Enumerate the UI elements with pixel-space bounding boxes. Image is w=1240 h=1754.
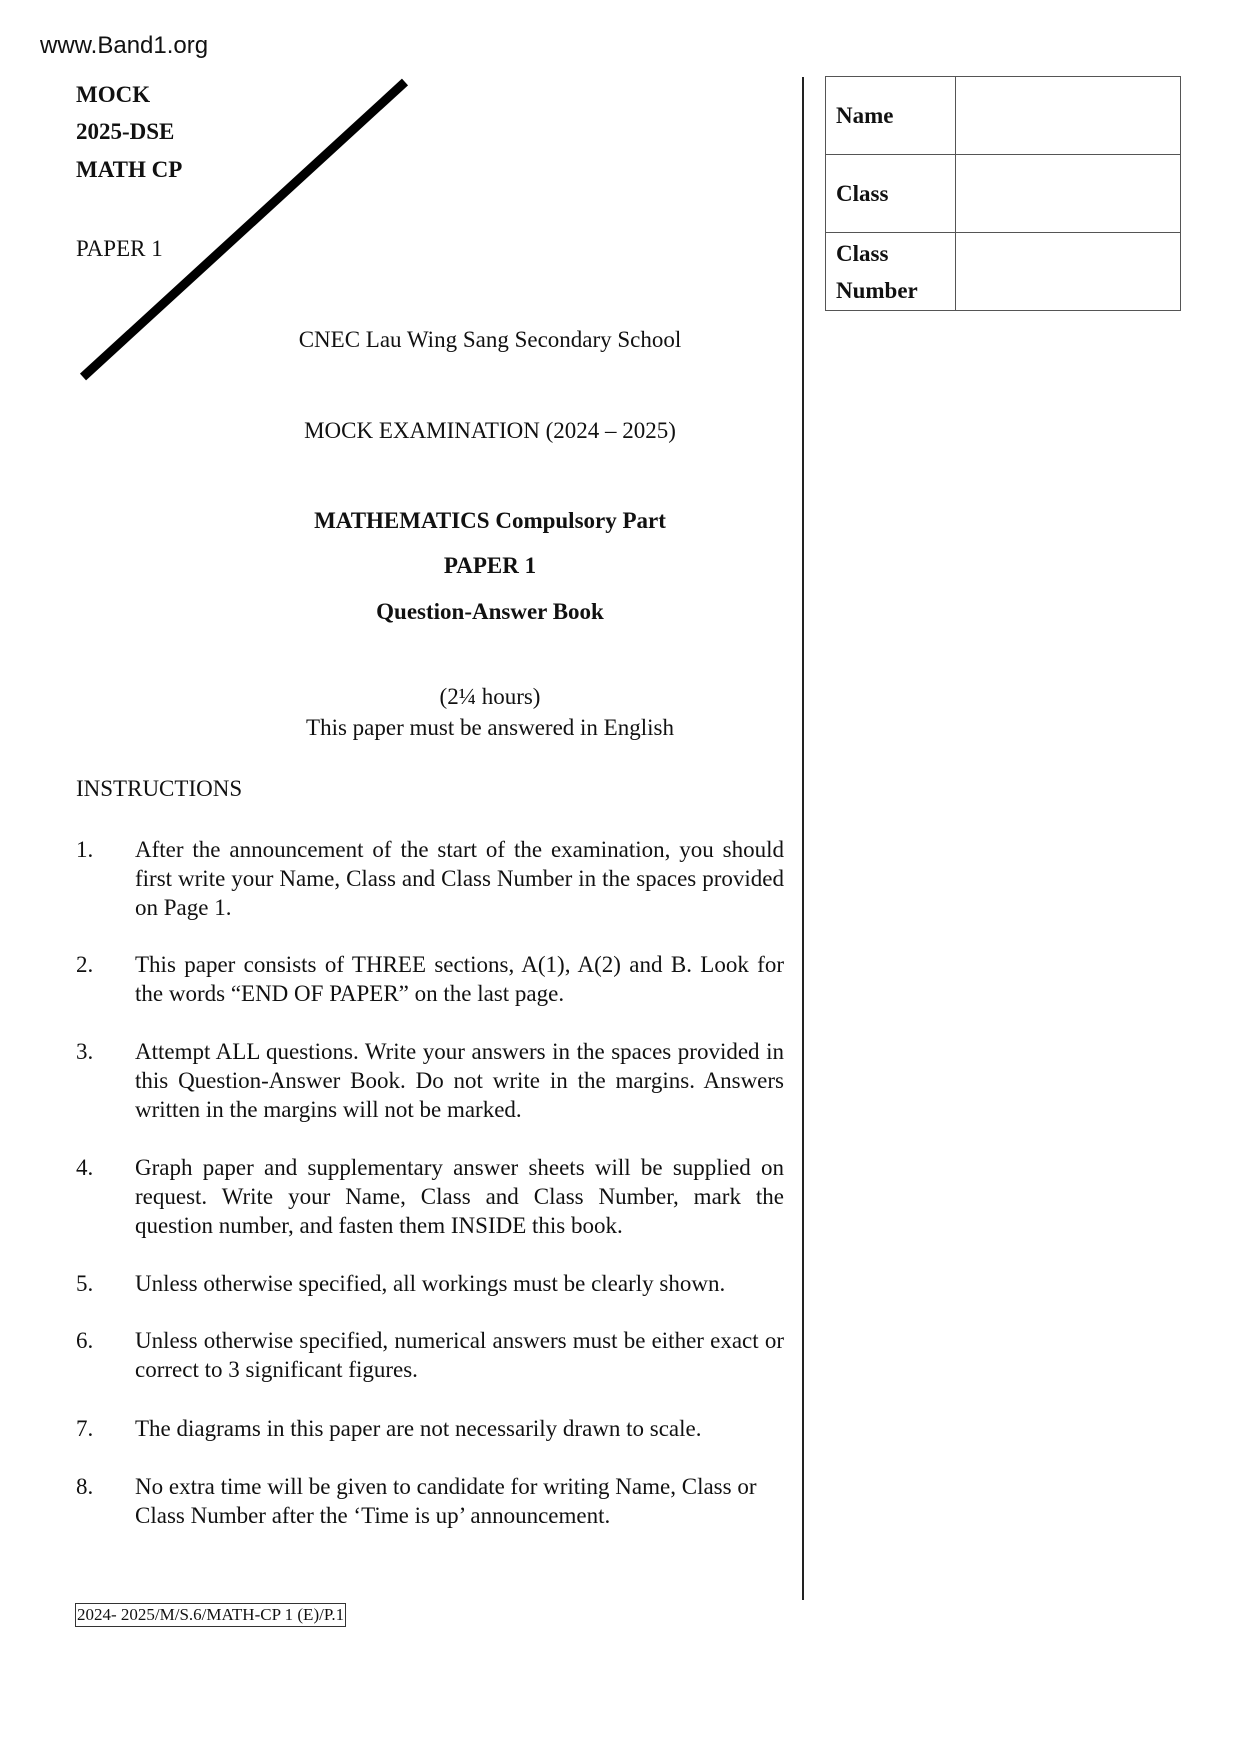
item-text: This paper consists of THREE sections, A(1), A(2) and B. Look for the words “END OF PAPER” on the last page. [135, 952, 784, 1006]
item-text: Unless otherwise specified, numerical answers must be either exact or correct to 3 significant figures. [135, 1328, 784, 1382]
instruction-item [76, 950, 784, 1008]
class-label: Class [826, 155, 956, 233]
item-text: After the announcement of the start of the examination, you should first write your Name, Class and Class Number in the spaces provided on Page 1. [135, 837, 784, 920]
item-number: 6. [76, 1328, 94, 1353]
item-number: 1. [76, 837, 94, 862]
book-title: Question-Answer Book [376, 599, 604, 624]
instruction-item [76, 1414, 784, 1443]
class-field[interactable] [956, 155, 1181, 233]
item-number: 5. [76, 1271, 94, 1296]
instruction-item [76, 1153, 784, 1240]
margin-divider [802, 77, 804, 1600]
paper-title: PAPER 1 [443, 553, 537, 578]
school-name: CNEC Lau Wing Sang Secondary School [298, 327, 682, 352]
item-number: 4. [76, 1155, 94, 1180]
corner-paper: PAPER 1 [76, 236, 163, 261]
language-note: This paper must be answered in English [306, 715, 674, 740]
item-text: Graph paper and supplementary answer sheets will be supplied on request. Write your Name, Class and Class Number, mark the question number, and fasten them INSIDE this book. [135, 1155, 784, 1238]
exam-title: MOCK EXAMINATION (2024 – 2025) [304, 418, 676, 443]
watermark: www.Band1.org [40, 32, 209, 59]
name-field[interactable] [956, 77, 1181, 155]
item-text: No extra time will be given to candidate for writing Name, Class or Class Number after the ‘Time is up’ announcement. [135, 1474, 757, 1528]
item-number: 2. [76, 952, 94, 977]
item-text: The diagrams in this paper are not necessarily drawn to scale. [135, 1416, 702, 1441]
instruction-item [76, 1037, 784, 1124]
class-number-field[interactable] [956, 233, 1181, 311]
instruction-item [76, 835, 784, 922]
item-text: Unless otherwise specified, all workings must be clearly shown. [135, 1271, 726, 1296]
corner-year: 2025-DSE [76, 119, 175, 144]
instruction-item [76, 1326, 784, 1384]
class-number-label: Class Number [826, 233, 956, 311]
item-number: 7. [76, 1416, 94, 1441]
duration: (2¼ hours) [439, 684, 541, 709]
corner-subject: MATH CP [76, 157, 183, 182]
instruction-item [76, 1472, 766, 1530]
candidate-info-table [825, 76, 1181, 311]
footer-code: 2024- 2025/M/S.6/MATH-CP 1 (E)/P.1 [75, 1603, 346, 1627]
corner-mock: MOCK [76, 82, 151, 107]
item-text: Attempt ALL questions. Write your answers in the spaces provided in this Question-Answer Book. Do not write in the margins. Answers written in the margins will not be marked. [135, 1039, 784, 1122]
item-number: 8. [76, 1474, 94, 1499]
name-label: Name [826, 77, 956, 155]
instructions-heading: INSTRUCTIONS [76, 776, 243, 801]
subject-title: MATHEMATICS Compulsory Part [314, 508, 666, 533]
instruction-item [76, 1269, 784, 1298]
item-number: 3. [76, 1039, 94, 1064]
